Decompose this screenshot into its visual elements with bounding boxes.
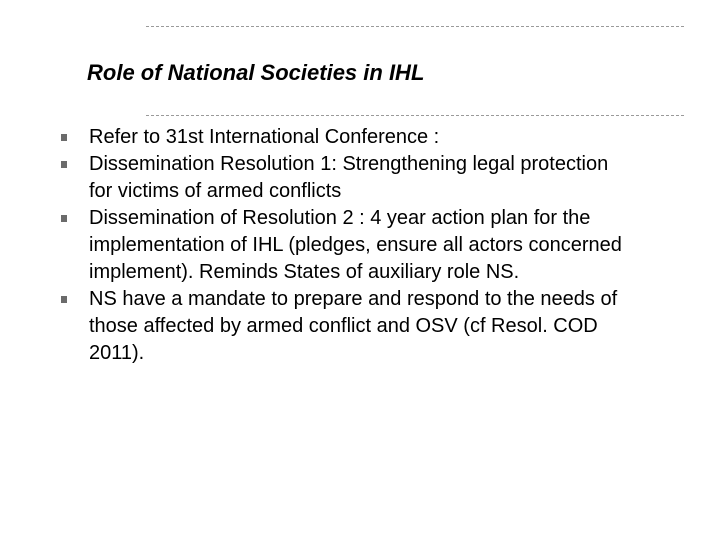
- bullet-text-line: 2011).: [89, 342, 145, 364]
- square-bullet-icon: [61, 296, 67, 303]
- bullet-list: [0, 124, 700, 367]
- title-dashed-divider: [146, 115, 684, 116]
- bullet-text-line: NS have a mandate to prepare and respond to the needs of: [89, 288, 618, 310]
- bullet-text-line: implementation of IHL (pledges, ensure all actors concerned: [89, 234, 622, 256]
- bullet-text-line: Dissemination of Resolution 2 : 4 year action plan for the: [89, 207, 591, 229]
- bullet-item: [0, 286, 700, 367]
- bullet-text-line: Refer to 31st International Conference :: [89, 126, 440, 148]
- bullet-text-line: those affected by armed conflict and OSV (cf Resol. COD: [89, 315, 598, 337]
- bullet-item: [0, 124, 700, 151]
- slide-title: Role of National Societies in IHL: [87, 60, 425, 85]
- bullet-text-line: implement). Reminds States of auxiliary role NS.: [89, 261, 520, 283]
- square-bullet-icon: [61, 215, 67, 222]
- bullet-item: [0, 151, 700, 205]
- top-dashed-divider: [146, 26, 684, 27]
- bullet-text-line: for victims of armed conflicts: [89, 180, 342, 202]
- bullet-text-line: Dissemination Resolution 1: Strengthening legal protection: [89, 153, 609, 175]
- bullet-item: [0, 205, 700, 286]
- square-bullet-icon: [61, 134, 67, 141]
- square-bullet-icon: [61, 161, 67, 168]
